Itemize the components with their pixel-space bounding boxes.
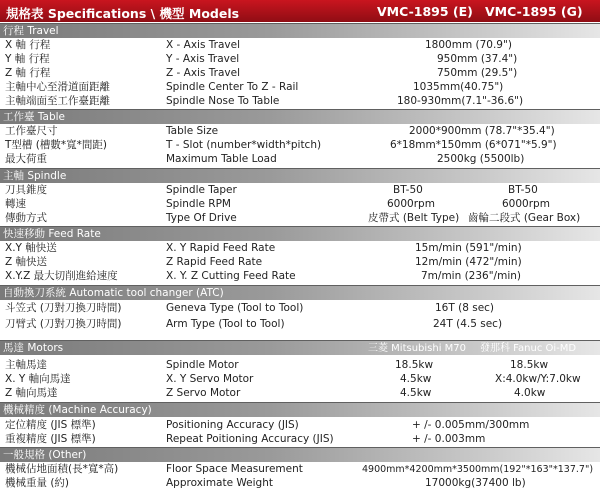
spec-row-arm bbox=[0, 317, 600, 332]
spec-label-en: Z Servo Motor bbox=[166, 387, 241, 399]
spec-label-en: Spindle Taper bbox=[166, 184, 237, 196]
spec-label-zh: Y 軸 行程 bbox=[5, 53, 50, 65]
spec-label-zh: 轉速 bbox=[5, 198, 26, 210]
model-e-heading: VMC-1895 (E) bbox=[377, 4, 473, 19]
spec-row-spindle-rpm bbox=[0, 197, 600, 212]
section-table bbox=[0, 109, 600, 124]
spec-row-xy-rapid bbox=[0, 241, 600, 256]
spec-label-en: Spindle Motor bbox=[166, 359, 239, 371]
spec-label-zh: Z 軸向馬達 bbox=[5, 387, 58, 399]
spec-label-en: Repeat Poitioning Accuracy (JIS) bbox=[166, 433, 334, 445]
section-other bbox=[0, 447, 600, 462]
spec-row-table-size bbox=[0, 124, 600, 139]
spec-value-e: BT-50 bbox=[393, 184, 423, 196]
spec-label-zh: 工作臺尺寸 bbox=[5, 125, 58, 137]
section-feed-rate bbox=[0, 226, 600, 241]
spec-label-en: Y - Axis Travel bbox=[166, 53, 240, 65]
section-title: 行程 Travel bbox=[3, 25, 59, 37]
spec-label-en: X. Y Servo Motor bbox=[166, 373, 254, 385]
spec-row-repeat bbox=[0, 432, 600, 447]
section-title: 快速移動 Feed Rate bbox=[3, 228, 101, 240]
spec-row-cutting-feed bbox=[0, 269, 600, 284]
spec-label-zh: 重複精度 (JIS 標準) bbox=[5, 433, 96, 445]
spec-label-en: X. Y Rapid Feed Rate bbox=[166, 242, 276, 254]
spec-value-e: 4.5kw bbox=[400, 373, 432, 385]
spec-label-en: Maximum Table Load bbox=[166, 153, 277, 165]
spec-label-en: Arm Type (Tool to Tool) bbox=[166, 318, 285, 330]
spec-value-e: 4.5kw bbox=[400, 387, 432, 399]
spec-label-en: Z - Axis Travel bbox=[166, 67, 240, 79]
spec-value: + /- 0.003mm bbox=[412, 433, 486, 445]
spec-label-zh: X.Y 軸快送 bbox=[5, 242, 57, 254]
spec-header bbox=[0, 0, 600, 22]
spec-label-zh: 機械重量 (約) bbox=[5, 477, 70, 489]
spec-value-g: 4.0kw bbox=[514, 387, 546, 399]
spec-value: 16T (8 sec) bbox=[435, 302, 495, 314]
spec-value: 2500kg (5500lb) bbox=[437, 153, 525, 165]
spec-label-zh: 最大荷重 bbox=[5, 153, 47, 165]
spec-value: 180-930mm(7.1"-36.6") bbox=[397, 95, 524, 107]
spec-row-table-load bbox=[0, 152, 600, 167]
spec-value: 4900mm*4200mm*3500mm(192"*163"*137.7") bbox=[362, 464, 594, 475]
section-title: 馬達 Motors bbox=[3, 342, 64, 354]
spec-row-z-travel bbox=[0, 66, 600, 81]
spec-row-x-travel bbox=[0, 38, 600, 53]
spec-value: 24T (4.5 sec) bbox=[433, 318, 503, 330]
spec-value-g: 6000rpm bbox=[502, 198, 550, 210]
spec-label-zh: 刀具錐度 bbox=[5, 184, 47, 196]
spec-value-g: BT-50 bbox=[508, 184, 538, 196]
spec-value: 1800mm (70.9") bbox=[425, 39, 512, 51]
spec-row-floor-space bbox=[0, 462, 600, 477]
spec-row-weight bbox=[0, 476, 600, 491]
spec-label-en: Positioning Accuracy (JIS) bbox=[166, 419, 299, 431]
spec-value: + /- 0.005mm/300mm bbox=[412, 419, 530, 431]
model-g-heading: VMC-1895 (G) bbox=[485, 4, 583, 19]
spec-value: 17000kg(37400 lb) bbox=[425, 477, 526, 489]
section-travel bbox=[0, 23, 600, 38]
spec-label-en: Floor Space Measurement bbox=[166, 463, 303, 475]
spec-row-spindle-motor bbox=[0, 358, 600, 373]
spec-value: 7m/min (236"/min) bbox=[421, 270, 521, 282]
spec-row-z-rapid bbox=[0, 255, 600, 270]
spec-value-g: X:4.0kw/Y:7.0kw bbox=[495, 373, 581, 385]
spec-label-en: Spindle Center To Z - Rail bbox=[166, 81, 299, 93]
spec-label-en: Spindle RPM bbox=[166, 198, 231, 210]
spec-label-zh: Z 軸 行程 bbox=[5, 67, 51, 79]
spec-label-en: X - Axis Travel bbox=[166, 39, 240, 51]
spec-label-zh: 定位精度 (JIS 標準) bbox=[5, 419, 96, 431]
section-title: 一般規格 (Other) bbox=[3, 449, 87, 461]
spec-value-g: 齒輪二段式 (Gear Box) bbox=[468, 212, 581, 224]
section-title: 工作臺 Table bbox=[3, 111, 65, 123]
spec-row-geneva bbox=[0, 301, 600, 316]
spec-row-spindle-taper bbox=[0, 183, 600, 198]
spec-value: 950mm (37.4") bbox=[437, 53, 518, 65]
spec-label-zh: 傳動方式 bbox=[5, 212, 47, 224]
spec-label-en: X. Y. Z Cutting Feed Rate bbox=[166, 270, 296, 282]
section-motors bbox=[0, 340, 600, 355]
spec-label-zh: X.Y.Z 最大切削進給速度 bbox=[5, 270, 118, 282]
motors-column-g: 發那科 Fanuc Oi-MD bbox=[480, 343, 577, 354]
spec-label-en: Geneva Type (Tool to Tool) bbox=[166, 302, 304, 314]
spec-label-zh: 主軸端面至工作臺距離 bbox=[5, 95, 110, 107]
spec-value: 6*18mm*150mm (6*071"*5.9") bbox=[390, 139, 557, 151]
spec-label-zh: 斗笠式 (刀對刀換刀時間) bbox=[5, 302, 122, 314]
spec-row-xy-servo bbox=[0, 372, 600, 387]
section-atc bbox=[0, 285, 600, 300]
spec-label-zh: 主軸中心至滑道面距離 bbox=[5, 81, 110, 93]
spec-value: 15m/min (591"/min) bbox=[415, 242, 522, 254]
spec-row-spindle-nose bbox=[0, 94, 600, 109]
spec-label-en: Spindle Nose To Table bbox=[166, 95, 280, 107]
spec-row-drive-type bbox=[0, 211, 600, 226]
spec-label-en: Approximate Weight bbox=[166, 477, 273, 489]
section-title: 自動換刀系統 Automatic tool changer (ATC) bbox=[3, 287, 224, 299]
spec-row-positioning bbox=[0, 418, 600, 433]
spec-row-t-slot bbox=[0, 138, 600, 153]
spec-label-en: Table Size bbox=[166, 125, 219, 137]
motors-column-e: 三菱 Mitsubishi M70 bbox=[368, 343, 467, 354]
spec-value-g: 18.5kw bbox=[510, 359, 549, 371]
spec-row-y-travel bbox=[0, 52, 600, 67]
spec-row-spindle-center bbox=[0, 80, 600, 95]
spec-label-zh: 機械佔地面積(長*寬*高) bbox=[5, 463, 119, 475]
spec-value-e: 皮帶式 (Belt Type) bbox=[368, 212, 460, 224]
spec-row-z-servo bbox=[0, 386, 600, 401]
spec-label-zh: 主軸馬達 bbox=[5, 359, 47, 371]
spec-label-zh: X 軸 行程 bbox=[5, 39, 51, 51]
spec-value-e: 18.5kw bbox=[395, 359, 434, 371]
spec-value: 750mm (29.5") bbox=[437, 67, 518, 79]
spec-label-en: Type Of Drive bbox=[166, 212, 237, 224]
spec-label-zh: 刀臂式 (刀對刀換刀時間) bbox=[5, 318, 122, 330]
spec-label-zh: X. Y 軸向馬達 bbox=[5, 373, 71, 385]
section-title: 主軸 Spindle bbox=[3, 170, 67, 182]
spec-label-zh: T型槽 (槽數*寬*間距) bbox=[5, 139, 107, 151]
section-spindle bbox=[0, 168, 600, 183]
section-accuracy bbox=[0, 402, 600, 417]
spec-label-en: Z Rapid Feed Rate bbox=[166, 256, 263, 268]
spec-value: 12m/min (472"/min) bbox=[415, 256, 522, 268]
section-title: 機械精度 (Machine Accuracy) bbox=[3, 404, 152, 416]
spec-value-e: 6000rpm bbox=[387, 198, 435, 210]
spec-value: 1035mm(40.75") bbox=[413, 81, 504, 93]
spec-label-zh: Z 軸快送 bbox=[5, 256, 48, 268]
spec-value: 2000*900mm (78.7"*35.4") bbox=[409, 125, 555, 137]
spec-title: 規格表 Specifications \ 機型 Models bbox=[6, 6, 240, 21]
spec-label-en: T - Slot (number*width*pitch) bbox=[166, 139, 322, 151]
